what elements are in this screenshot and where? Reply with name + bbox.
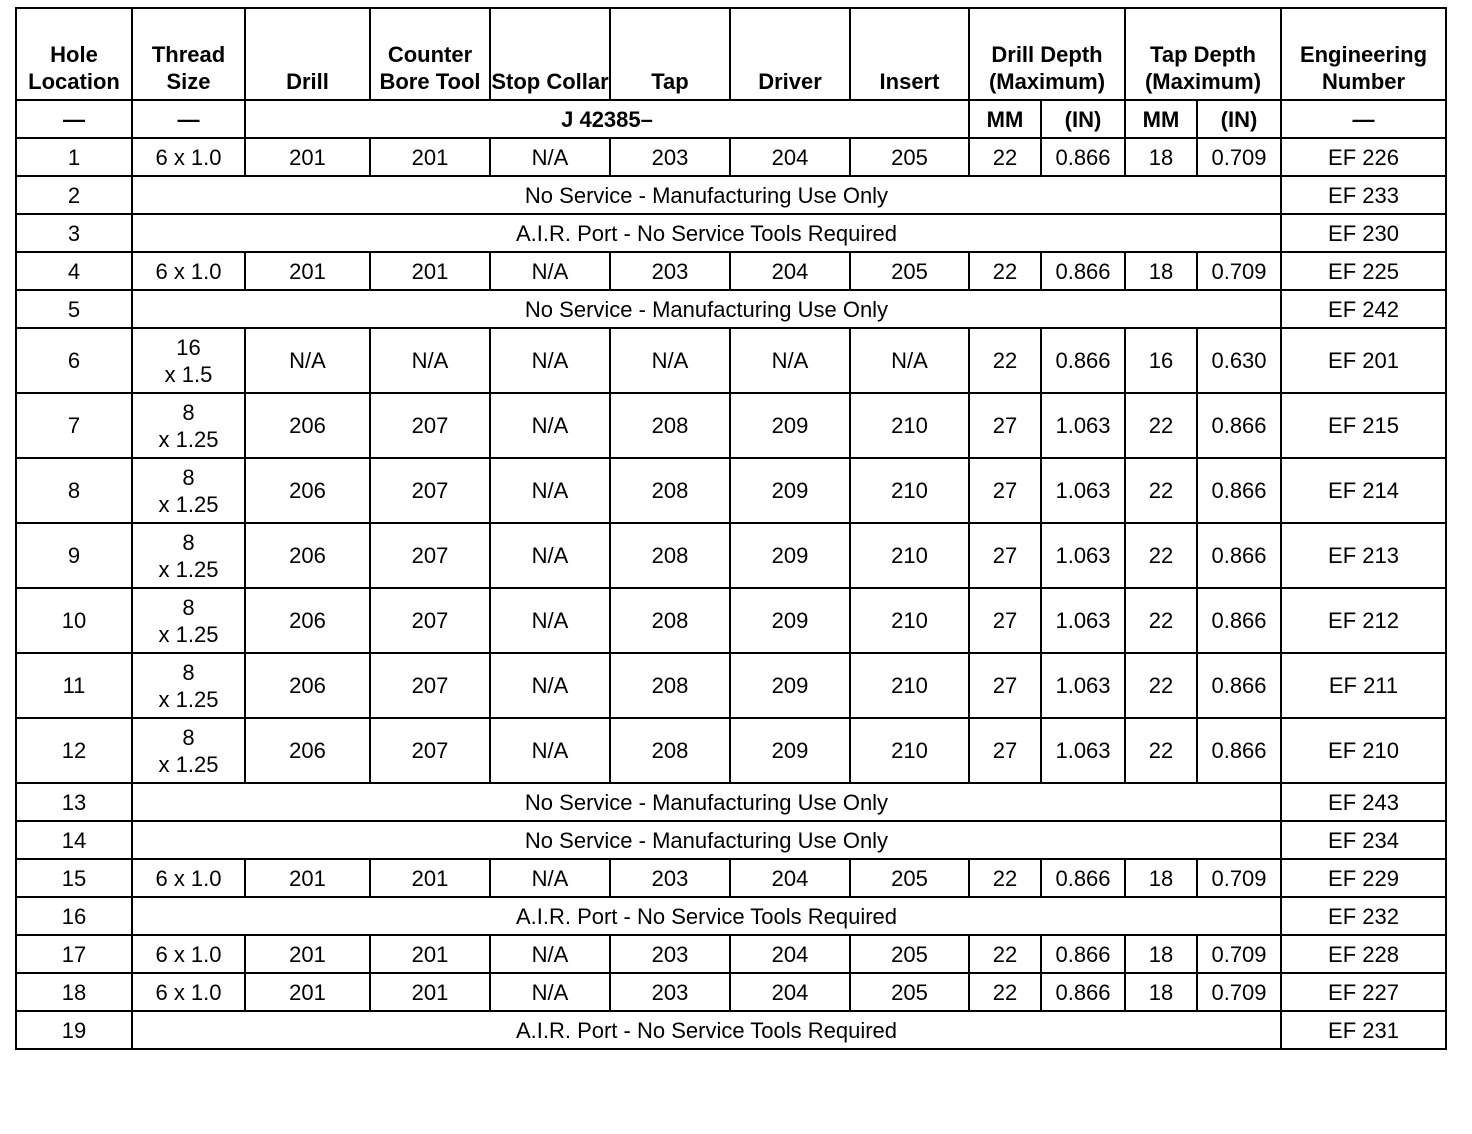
table-row	[16, 718, 1446, 783]
cell-thread-size	[132, 393, 245, 458]
cell-driver: 209	[730, 653, 850, 718]
cell-service-note: No Service - Manufacturing Use Only	[132, 176, 1281, 214]
cell-td-in: 0.630	[1197, 328, 1281, 393]
cell-engineering-number: EF 243	[1281, 783, 1446, 821]
cell-drill: 206	[245, 458, 370, 523]
cell-td-in: 0.866	[1197, 523, 1281, 588]
cell-insert: 210	[850, 458, 969, 523]
cell-driver: 209	[730, 458, 850, 523]
cell-dd-mm: 27	[969, 458, 1041, 523]
cell-td-in: 0.709	[1197, 935, 1281, 973]
cell-tap: 203	[610, 252, 730, 290]
cell-insert: 205	[850, 252, 969, 290]
cell-hole-location: 16	[16, 897, 132, 935]
cell-service-note: No Service - Manufacturing Use Only	[132, 290, 1281, 328]
cell-collar: N/A	[490, 393, 610, 458]
header-engineering-number: Engineering Number	[1281, 8, 1446, 100]
cell-drill: 201	[245, 859, 370, 897]
cell-dd-mm: 22	[969, 138, 1041, 176]
subheader-drill-in: (IN)	[1041, 100, 1125, 138]
cell-tap: 208	[610, 588, 730, 653]
cell-td-mm: 16	[1125, 328, 1197, 393]
cell-hole-location: 14	[16, 821, 132, 859]
cell-collar: N/A	[490, 973, 610, 1011]
cell-drill: 201	[245, 252, 370, 290]
cell-dd-in: 0.866	[1041, 859, 1125, 897]
header-counter-bore-tool: Counter Bore Tool	[370, 8, 490, 100]
cell-hole-location: 11	[16, 653, 132, 718]
cell-thread-size	[132, 973, 245, 1011]
cell-cbore: 201	[370, 252, 490, 290]
table-row	[16, 973, 1446, 1011]
thread-pitch-line: x 1.25	[158, 426, 219, 452]
cell-hole-location: 6	[16, 328, 132, 393]
cell-driver: 209	[730, 393, 850, 458]
cell-tap: N/A	[610, 328, 730, 393]
cell-cbore: 207	[370, 393, 490, 458]
subheader-tap-in: (IN)	[1197, 100, 1281, 138]
table-body	[16, 138, 1446, 1049]
cell-driver: 204	[730, 138, 850, 176]
subheader-thread-size: —	[132, 100, 245, 138]
cell-cbore: 207	[370, 588, 490, 653]
cell-tap: 208	[610, 458, 730, 523]
cell-hole-location: 5	[16, 290, 132, 328]
cell-td-mm: 22	[1125, 393, 1197, 458]
cell-td-in: 0.709	[1197, 138, 1281, 176]
cell-service-note: No Service - Manufacturing Use Only	[132, 821, 1281, 859]
table-row	[16, 1011, 1446, 1049]
cell-dd-in: 0.866	[1041, 328, 1125, 393]
cell-engineering-number: EF 230	[1281, 214, 1446, 252]
cell-td-in: 0.709	[1197, 859, 1281, 897]
cell-engineering-number: EF 225	[1281, 252, 1446, 290]
thread-size-line: 8	[182, 594, 195, 620]
cell-td-in: 0.866	[1197, 588, 1281, 653]
cell-tap: 208	[610, 718, 730, 783]
cell-engineering-number: EF 227	[1281, 973, 1446, 1011]
cell-collar: N/A	[490, 718, 610, 783]
subheader-hole-location: —	[16, 100, 132, 138]
cell-hole-location: 8	[16, 458, 132, 523]
cell-thread-size	[132, 523, 245, 588]
cell-driver: 204	[730, 859, 850, 897]
cell-tap: 208	[610, 653, 730, 718]
thread-size-line: 6 x 1.0	[155, 979, 222, 1005]
thread-size-line: 6 x 1.0	[155, 144, 222, 170]
cell-dd-mm: 22	[969, 973, 1041, 1011]
cell-thread-size	[132, 458, 245, 523]
thread-pitch-line: x 1.25	[158, 556, 219, 582]
cell-hole-location: 7	[16, 393, 132, 458]
cell-driver: 209	[730, 718, 850, 783]
cell-dd-mm: 22	[969, 252, 1041, 290]
cell-engineering-number: EF 234	[1281, 821, 1446, 859]
cell-driver: 209	[730, 523, 850, 588]
header-tap-depth: Tap Depth (Maximum)	[1125, 8, 1281, 100]
cell-dd-mm: 27	[969, 523, 1041, 588]
cell-cbore: 201	[370, 973, 490, 1011]
cell-collar: N/A	[490, 653, 610, 718]
cell-cbore: 207	[370, 458, 490, 523]
cell-service-note: A.I.R. Port - No Service Tools Required	[132, 214, 1281, 252]
cell-tap: 203	[610, 973, 730, 1011]
cell-driver: 204	[730, 252, 850, 290]
thread-size-line: 6 x 1.0	[155, 258, 222, 284]
subheader-row	[16, 100, 1446, 138]
cell-hole-location: 13	[16, 783, 132, 821]
cell-hole-location: 2	[16, 176, 132, 214]
thread-pitch-line: x 1.25	[158, 621, 219, 647]
cell-td-mm: 18	[1125, 859, 1197, 897]
header-tap: Tap	[610, 8, 730, 100]
cell-hole-location: 3	[16, 214, 132, 252]
cell-dd-in: 1.063	[1041, 588, 1125, 653]
cell-cbore: N/A	[370, 328, 490, 393]
cell-dd-mm: 27	[969, 393, 1041, 458]
cell-thread-size	[132, 935, 245, 973]
cell-dd-mm: 22	[969, 935, 1041, 973]
cell-thread-size	[132, 138, 245, 176]
table-row	[16, 393, 1446, 458]
cell-td-in: 0.866	[1197, 458, 1281, 523]
table-row	[16, 821, 1446, 859]
cell-tap: 203	[610, 138, 730, 176]
table-row	[16, 214, 1446, 252]
cell-cbore: 201	[370, 138, 490, 176]
cell-hole-location: 15	[16, 859, 132, 897]
header-drill-depth: Drill Depth (Maximum)	[969, 8, 1125, 100]
cell-drill: 206	[245, 523, 370, 588]
cell-insert: 205	[850, 973, 969, 1011]
thread-repair-tool-table	[15, 7, 1447, 1050]
cell-td-in: 0.709	[1197, 252, 1281, 290]
table-row	[16, 588, 1446, 653]
cell-driver: 209	[730, 588, 850, 653]
table-row	[16, 859, 1446, 897]
cell-td-mm: 18	[1125, 138, 1197, 176]
cell-drill: 206	[245, 393, 370, 458]
cell-hole-location: 4	[16, 252, 132, 290]
cell-dd-in: 0.866	[1041, 935, 1125, 973]
thread-pitch-line: x 1.5	[164, 361, 213, 387]
cell-dd-mm: 27	[969, 653, 1041, 718]
cell-thread-size	[132, 718, 245, 783]
cell-dd-in: 1.063	[1041, 458, 1125, 523]
cell-collar: N/A	[490, 588, 610, 653]
thread-size-line: 6 x 1.0	[155, 941, 222, 967]
thread-size-line: 8	[182, 529, 195, 555]
cell-thread-size	[132, 859, 245, 897]
cell-service-note: No Service - Manufacturing Use Only	[132, 783, 1281, 821]
cell-engineering-number: EF 214	[1281, 458, 1446, 523]
cell-td-mm: 22	[1125, 718, 1197, 783]
cell-engineering-number: EF 215	[1281, 393, 1446, 458]
cell-td-in: 0.866	[1197, 393, 1281, 458]
cell-thread-size	[132, 328, 245, 393]
cell-hole-location: 18	[16, 973, 132, 1011]
cell-cbore: 201	[370, 859, 490, 897]
cell-hole-location: 9	[16, 523, 132, 588]
table-row	[16, 897, 1446, 935]
thread-size-line: 8	[182, 399, 195, 425]
cell-collar: N/A	[490, 328, 610, 393]
cell-engineering-number: EF 211	[1281, 653, 1446, 718]
header-stop-collar: Stop Collar	[490, 8, 610, 100]
cell-dd-in: 0.866	[1041, 973, 1125, 1011]
cell-hole-location: 17	[16, 935, 132, 973]
cell-collar: N/A	[490, 458, 610, 523]
cell-td-mm: 22	[1125, 523, 1197, 588]
cell-thread-size	[132, 252, 245, 290]
subheader-tap-mm: MM	[1125, 100, 1197, 138]
cell-hole-location: 10	[16, 588, 132, 653]
cell-driver: N/A	[730, 328, 850, 393]
cell-engineering-number: EF 229	[1281, 859, 1446, 897]
cell-cbore: 207	[370, 653, 490, 718]
header-drill: Drill	[245, 8, 370, 100]
cell-collar: N/A	[490, 935, 610, 973]
subheader-tool-prefix: J 42385–	[245, 100, 969, 138]
thread-pitch-line: x 1.25	[158, 686, 219, 712]
cell-drill: 201	[245, 973, 370, 1011]
cell-dd-in: 1.063	[1041, 523, 1125, 588]
cell-hole-location: 1	[16, 138, 132, 176]
cell-tap: 208	[610, 523, 730, 588]
cell-td-in: 0.866	[1197, 653, 1281, 718]
cell-insert: N/A	[850, 328, 969, 393]
table-row	[16, 783, 1446, 821]
thread-pitch-line: x 1.25	[158, 751, 219, 777]
header-thread-size: Thread Size	[132, 8, 245, 100]
cell-engineering-number: EF 242	[1281, 290, 1446, 328]
cell-drill: N/A	[245, 328, 370, 393]
table-row	[16, 138, 1446, 176]
cell-cbore: 207	[370, 718, 490, 783]
cell-service-note: A.I.R. Port - No Service Tools Required	[132, 1011, 1281, 1049]
cell-engineering-number: EF 233	[1281, 176, 1446, 214]
cell-engineering-number: EF 212	[1281, 588, 1446, 653]
cell-engineering-number: EF 213	[1281, 523, 1446, 588]
cell-td-mm: 18	[1125, 973, 1197, 1011]
cell-thread-size	[132, 588, 245, 653]
cell-insert: 210	[850, 653, 969, 718]
cell-dd-in: 1.063	[1041, 653, 1125, 718]
subheader-drill-mm: MM	[969, 100, 1041, 138]
cell-insert: 205	[850, 859, 969, 897]
cell-engineering-number: EF 226	[1281, 138, 1446, 176]
cell-td-mm: 22	[1125, 653, 1197, 718]
cell-insert: 210	[850, 523, 969, 588]
table-row	[16, 523, 1446, 588]
table-row	[16, 328, 1446, 393]
cell-collar: N/A	[490, 252, 610, 290]
cell-td-in: 0.866	[1197, 718, 1281, 783]
header-insert: Insert	[850, 8, 969, 100]
cell-dd-in: 1.063	[1041, 718, 1125, 783]
cell-tap: 208	[610, 393, 730, 458]
cell-drill: 201	[245, 935, 370, 973]
table-row	[16, 290, 1446, 328]
thread-size-line: 8	[182, 724, 195, 750]
cell-dd-in: 0.866	[1041, 138, 1125, 176]
table-row	[16, 458, 1446, 523]
cell-engineering-number: EF 201	[1281, 328, 1446, 393]
cell-collar: N/A	[490, 138, 610, 176]
cell-insert: 210	[850, 393, 969, 458]
subheader-engineering-number: —	[1281, 100, 1446, 138]
cell-dd-in: 1.063	[1041, 393, 1125, 458]
cell-cbore: 207	[370, 523, 490, 588]
table-row	[16, 653, 1446, 718]
cell-driver: 204	[730, 935, 850, 973]
cell-dd-mm: 27	[969, 718, 1041, 783]
cell-td-mm: 22	[1125, 458, 1197, 523]
cell-hole-location: 19	[16, 1011, 132, 1049]
cell-engineering-number: EF 232	[1281, 897, 1446, 935]
cell-dd-mm: 27	[969, 588, 1041, 653]
cell-engineering-number: EF 231	[1281, 1011, 1446, 1049]
header-driver: Driver	[730, 8, 850, 100]
cell-drill: 206	[245, 588, 370, 653]
cell-engineering-number: EF 210	[1281, 718, 1446, 783]
cell-td-mm: 18	[1125, 935, 1197, 973]
cell-td-mm: 22	[1125, 588, 1197, 653]
thread-size-line: 8	[182, 464, 195, 490]
cell-dd-mm: 22	[969, 859, 1041, 897]
cell-driver: 204	[730, 973, 850, 1011]
cell-insert: 205	[850, 138, 969, 176]
cell-insert: 210	[850, 588, 969, 653]
header-row	[16, 8, 1446, 100]
cell-insert: 210	[850, 718, 969, 783]
table-row	[16, 252, 1446, 290]
cell-td-mm: 18	[1125, 252, 1197, 290]
cell-dd-mm: 22	[969, 328, 1041, 393]
cell-thread-size	[132, 653, 245, 718]
table-row	[16, 176, 1446, 214]
cell-cbore: 201	[370, 935, 490, 973]
header-hole-location: Hole Location	[16, 8, 132, 100]
cell-engineering-number: EF 228	[1281, 935, 1446, 973]
cell-dd-in: 0.866	[1041, 252, 1125, 290]
thread-pitch-line: x 1.25	[158, 491, 219, 517]
cell-collar: N/A	[490, 859, 610, 897]
thread-size-line: 6 x 1.0	[155, 865, 222, 891]
cell-tap: 203	[610, 859, 730, 897]
thread-size-line: 8	[182, 659, 195, 685]
cell-drill: 206	[245, 653, 370, 718]
thread-size-line: 16	[176, 334, 201, 360]
cell-drill: 206	[245, 718, 370, 783]
cell-drill: 201	[245, 138, 370, 176]
cell-collar: N/A	[490, 523, 610, 588]
cell-tap: 203	[610, 935, 730, 973]
cell-service-note: A.I.R. Port - No Service Tools Required	[132, 897, 1281, 935]
table-row	[16, 935, 1446, 973]
cell-td-in: 0.709	[1197, 973, 1281, 1011]
cell-insert: 205	[850, 935, 969, 973]
cell-hole-location: 12	[16, 718, 132, 783]
